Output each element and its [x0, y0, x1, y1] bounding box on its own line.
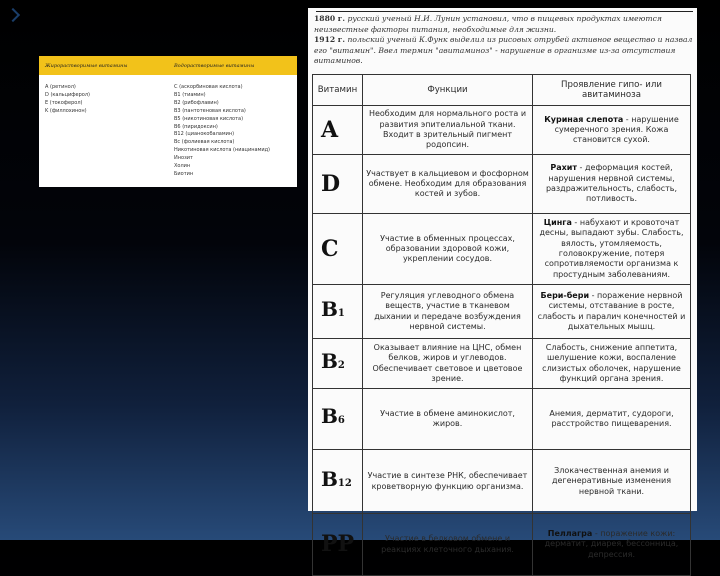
water-soluble-item: B5 (никотиновая кислота) [174, 115, 244, 122]
function-cell: Участие в обменных процессах, образовании здоровой кожи, укреплении сосудов. [363, 214, 533, 285]
water-soluble-item: Холин [174, 163, 191, 170]
vitamins-table [312, 74, 691, 576]
function-cell: Регуляция углеводного обмена веществ, участие в тканевом дыхании и передаче возбуждения нервной системы. [363, 285, 533, 339]
vitamin-cell [313, 514, 363, 576]
manifestation-cell [533, 339, 691, 389]
table-row [313, 389, 691, 450]
header-functions: Функции [363, 75, 533, 106]
manifestation-cell [533, 106, 691, 155]
water-soluble-item: B1 (тиамин) [174, 91, 206, 98]
disease-description: - поражение нервной системы, отставание в росте, слабость и паралич конечностей и дыхательных мышц. [537, 290, 686, 331]
water-soluble-item: C (аскорбиновая кислота) [174, 84, 243, 90]
table-row [313, 450, 691, 514]
vitamin-subscript: 2 [337, 359, 345, 371]
water-soluble-item: Bc (фолиевая кислота) [174, 139, 235, 146]
manifestation-cell [533, 285, 691, 339]
disease-name: Бери-бери [540, 290, 590, 300]
vitamin-cell [313, 339, 363, 389]
vitamin-subscript: 6 [337, 415, 345, 427]
table-header-row [313, 75, 691, 106]
vitamin-classification-table [39, 56, 297, 187]
vitamin-cell [313, 155, 363, 214]
water-soluble-item: B3 (пантотеновая кислота) [174, 107, 246, 114]
table-row [313, 155, 691, 214]
fat-soluble-item: K (филлохинон) [45, 107, 87, 114]
disease-name: Рахит [550, 163, 578, 173]
function-cell: Оказывает влияние на ЦНС, обмен белков, жиров и углеводов. Обеспечивает световое и цветовое зрение. [363, 339, 533, 389]
fat-soluble-header: Жирорастворимые витамины [45, 62, 128, 69]
function-cell: Участие в обмене аминокислот, жиров. [363, 389, 533, 450]
disease-name: Цинга [543, 218, 572, 228]
disease-name: Пеллагра [547, 529, 593, 539]
disease-description: Анемия, дерматит, судороги, расстройство пищеварения. [549, 408, 674, 428]
history-intro [314, 14, 694, 67]
disease-name: Куриная слепота [544, 114, 624, 124]
disease-description: - поражение кожи: дерматит, диарея, бессонница, депрессия. [544, 529, 679, 559]
function-cell: Участвует в кальциевом и фосфорном обмене. Необходим для образования костей и зубов. [363, 155, 533, 214]
vitamin-cell [313, 285, 363, 339]
vitamin-cell [313, 389, 363, 450]
vitamin-letter: B [321, 296, 338, 321]
intro-1880: 1880 г. русский ученый Н.И. Лунин установил, что в пищевых продуктах имеются неизвестные факторы питания, необходимые для жизни. [314, 14, 662, 34]
water-soluble-item: Никотиновая кислота (ниацинамид) [174, 147, 270, 154]
intro-1912: 1912 г. польский ученый К.Функ выделил из рисовых отрубей активное вещество и назвал его "витамин". Ввел термин "авитаминоз" - нарушение в организме из-за отсутствия витаминов. [314, 35, 693, 65]
manifestation-cell [533, 514, 691, 576]
vitamin-letter: B [321, 404, 338, 429]
vitamin-letter: D [321, 170, 341, 197]
water-soluble-header: Водорастворимые витамины [174, 62, 255, 69]
manifestation-cell [533, 450, 691, 514]
vitamin-letter: PP [321, 531, 355, 558]
water-soluble-item: B12 (цианокобаламин) [174, 131, 235, 138]
table-row [313, 106, 691, 155]
vitamin-cell [313, 106, 363, 155]
vitamin-subscript: 1 [337, 307, 345, 319]
manifestation-cell [533, 214, 691, 285]
header-manifestation: Проявление гипо- или авитаминоза [533, 75, 691, 106]
classification-header [39, 56, 297, 75]
header-vitamin: Витамин [313, 75, 363, 106]
vitamins-document [308, 8, 697, 559]
manifestation-cell [533, 389, 691, 450]
table-row [313, 214, 691, 285]
manifestation-cell [533, 155, 691, 214]
function-cell: Участие в синтезе РНК, обеспечивает кроветворную функцию организма. [363, 450, 533, 514]
table-row [313, 339, 691, 389]
vitamin-letter: A [321, 116, 339, 143]
vitamin-cell [313, 214, 363, 285]
vitamin-letter: B [321, 466, 338, 491]
vitamin-letter: C [321, 235, 339, 262]
fat-soluble-item: E (токоферол) [45, 99, 83, 106]
function-cell: Участие в белковом обмене и реакциях клеточного дыхания. [363, 514, 533, 576]
water-soluble-item: B2 (рибофлавин) [174, 99, 219, 106]
table-row [313, 285, 691, 339]
function-cell: Необходим для нормального роста и развития эпителиальной ткани. Входит в зрительный пигмент родопсин. [363, 106, 533, 155]
water-soluble-item: Инозит [174, 155, 193, 162]
disease-description: Злокачественная анемия и дегенеративные изменения нервной ткани. [551, 466, 672, 496]
fat-soluble-list [39, 84, 168, 179]
water-soluble-list [168, 84, 297, 179]
vitamin-cell [313, 450, 363, 514]
table-row [313, 514, 691, 576]
water-soluble-item: Биотин [174, 170, 194, 177]
slide-corner-mark [6, 8, 20, 22]
fat-soluble-item: D (кальциферол) [45, 91, 90, 98]
fat-soluble-item: A (ретинол) [45, 84, 76, 90]
vitamin-letter: B [321, 348, 338, 373]
disease-description: - нарушение сумеречного зрения. Кожа становится сухой. [554, 114, 679, 145]
top-rule [316, 11, 693, 12]
disease-description: Слабость, снижение аппетита, шелушение кожи, воспаление слизистых оболочек, нарушение функций органа зрения. [542, 342, 681, 383]
disease-description: - набухают и кровоточат десны, выпадают зубы. Слабость, вялость, утомляемость, головокружение, потеря сопротивляемости организма к простудным заболеваниям. [539, 218, 684, 279]
disease-description: - деформация костей, нарушения нервной системы, раздражительность, слабость, потливость. [545, 163, 678, 204]
water-soluble-item: B6 (пиридоксин) [174, 123, 218, 130]
vitamin-subscript: 12 [337, 477, 352, 489]
